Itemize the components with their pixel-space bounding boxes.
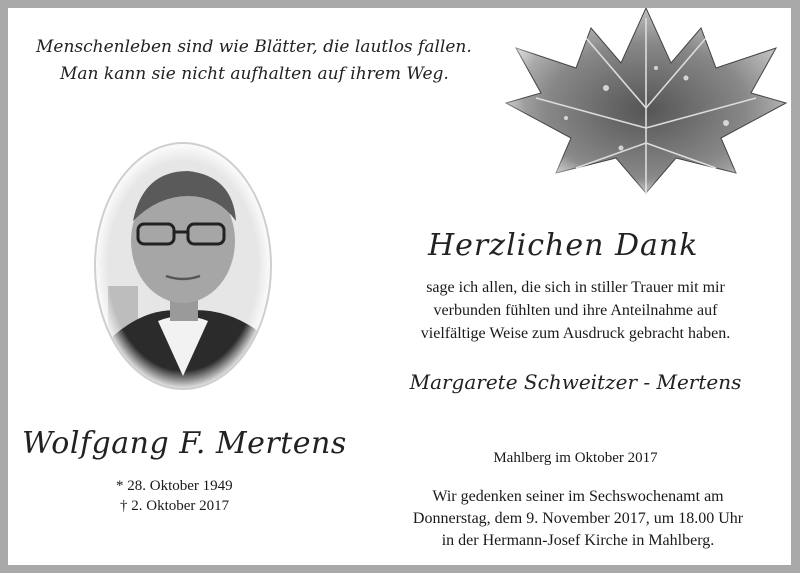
place-date: Mahlberg im Oktober 2017	[493, 450, 658, 466]
poem-quote	[36, 34, 472, 88]
portrait-photo	[88, 136, 278, 396]
death-date: † 2. Oktober 2017	[120, 498, 230, 514]
quote-line-1: Menschenleben sind wie Blätter, die lautlos fallen.	[36, 37, 472, 57]
thanks-line-3: vielfältige Weise zum Ausdruck gebracht haben.	[420, 325, 731, 342]
life-dates	[116, 476, 233, 516]
quote-line-2: Man kann sie nicht aufhalten auf ihrem Weg.	[60, 64, 449, 84]
thanks-heading: Herzlichen Dank	[428, 228, 699, 263]
portrait-image	[88, 136, 278, 396]
thanks-line-2: verbunden fühlten und ihre Anteilnahme auf	[433, 302, 718, 319]
thanks-message	[378, 276, 773, 345]
memorial-line-2: Donnerstag, dem 9. November 2017, um 18.00 Uhr	[412, 510, 744, 527]
thanks-line-1: sage ich allen, die sich in stiller Trauer mit mir	[426, 279, 725, 296]
obituary-card	[8, 8, 791, 565]
signer-name: Margarete Schweitzer - Mertens	[409, 370, 742, 394]
memorial-notice	[378, 486, 778, 552]
deceased-name: Wolfgang F. Mertens	[22, 426, 347, 461]
maple-leaf-icon	[496, 8, 791, 198]
memorial-line-3: in der Hermann-Josef Kirche in Mahlberg.	[441, 532, 715, 549]
birth-date: * 28. Oktober 1949	[116, 478, 233, 494]
memorial-line-1: Wir gedenken seiner im Sechswochenamt am	[432, 488, 724, 505]
